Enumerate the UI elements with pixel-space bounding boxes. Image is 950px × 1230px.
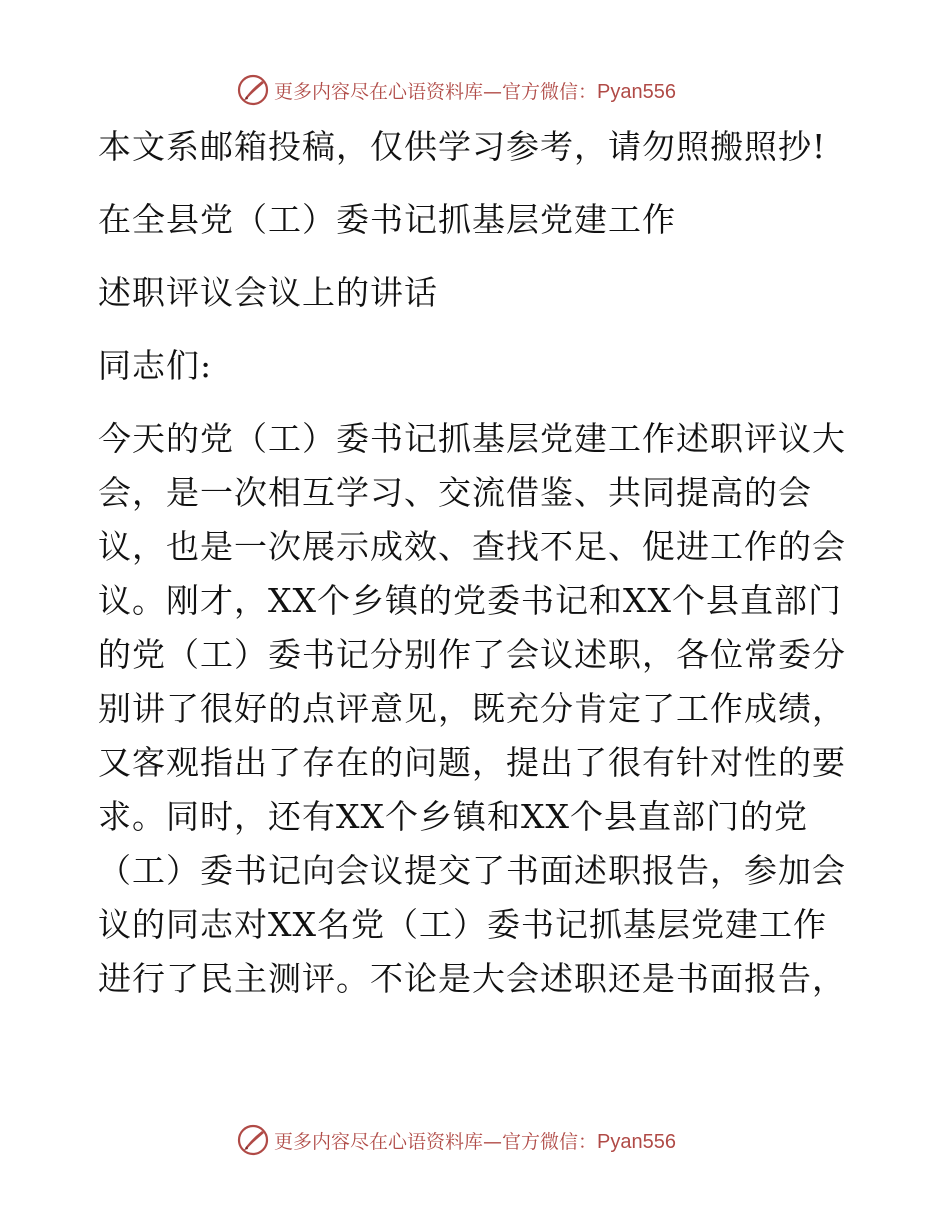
watermark-label: 官方微信： — [502, 80, 598, 103]
submission-notice: 本文系邮箱投稿，仅供学习参考，请勿照搬照抄! — [98, 127, 827, 166]
watermark-label: 官方微信： — [502, 1130, 598, 1153]
watermark-text — [274, 1127, 676, 1154]
title-line-2: 述职评议会议上的讲话 — [98, 273, 438, 312]
title-line-1: 在全县党（工）委书记抓基层党建工作 — [98, 200, 676, 239]
watermark-account: Pyan556 — [597, 80, 676, 103]
body-paragraph: 今天的党（工）委书记抓基层党建工作述职评议大会，是一次相互学习、交流借鉴、共同提高的会议，也是一次展示成效、查找不足、促进工作的会议。刚才，XX个乡镇的党委书记和XX个县直部门的党（工）委书记分别作了会议述职，各位常委分别讲了很好的点评意见，既充分肯定了工作成绩，又客观指出了存在的问题，提出了很有针对性的要求。同时，还有XX个乡镇和XX个县直部门的党（工）委书记向会议提交了书面述职报告，参加会议的同志对XX名党（工）委书记抓基层党建工作进行了民主测评。不论是大会述职还是书面报告， — [98, 419, 846, 998]
header-watermark — [236, 72, 676, 108]
watermark-separator: — — [483, 1130, 503, 1153]
greeting: 同志们: — [98, 346, 213, 385]
document-body — [98, 120, 850, 1006]
pen-logo-icon — [236, 73, 270, 107]
footer-watermark — [236, 1122, 676, 1158]
pen-logo-icon — [236, 1123, 270, 1157]
watermark-text — [274, 77, 676, 104]
watermark-site: 更多内容尽在心语资料库 — [274, 80, 484, 103]
watermark-site: 更多内容尽在心语资料库 — [274, 1130, 484, 1153]
watermark-separator: — — [483, 80, 503, 103]
watermark-account: Pyan556 — [597, 1130, 676, 1153]
